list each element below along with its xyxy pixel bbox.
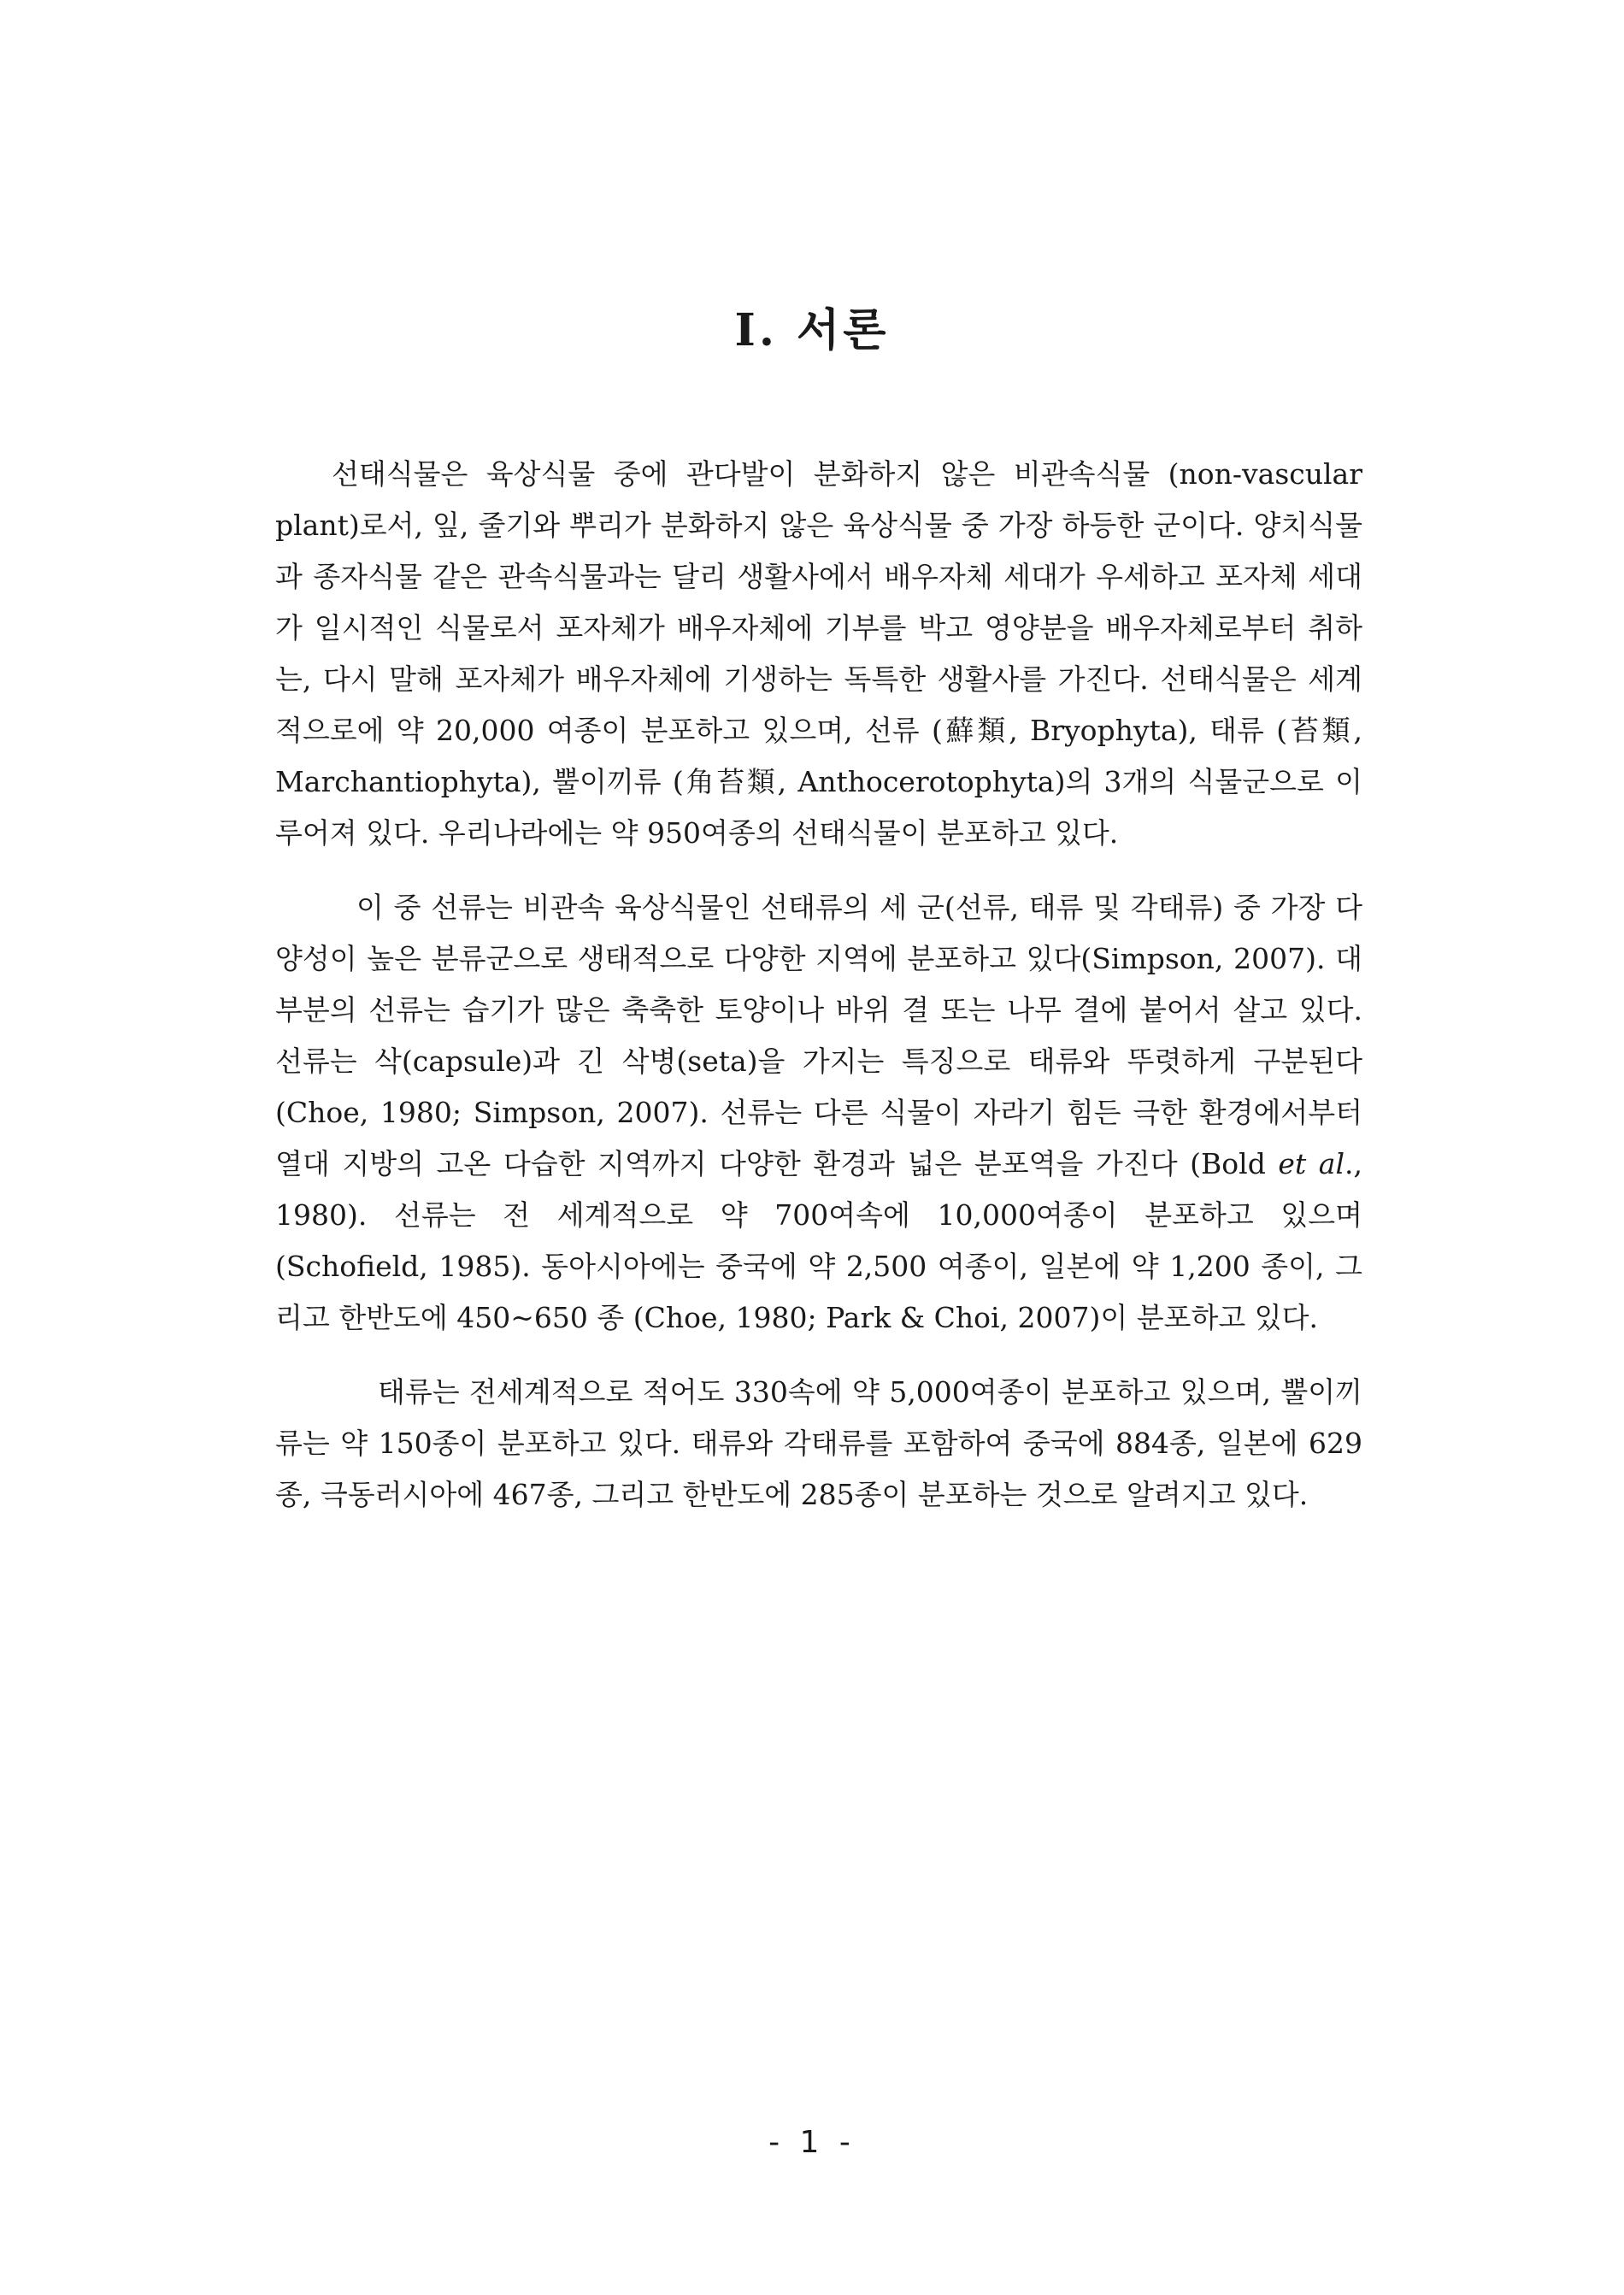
paragraph-introduction: 선태식물은 육상식물 중에 관다발이 분화하지 않은 비관속식물 (non-vascular plant)로서, 잎, 줄기와 뿌리가 분화하지 않은 육상식물 중 가장 하등한 군이다. 양치식물과 종자식물 같은 관속식물과는 달리 생활사에서 배우자체 세대가 우세하고 포자체 세대가 일시적인 식물로서 포자체가 배우자체에 기부를 박고 영양분을 배우자체로부터 취하는, 다시 말해 포자체가 배우자체에 기생하는 독특한 생활사를 가진다. 선태식물은 세계적으로에 약 20,000 여종이 분포하고 있으며, 선류 (蘚類, Bryophyta), 태류 (苔類, Marchantiophyta), 뿔이끼류 (角苔類, Anthocerotophyta)의 3개의 식물군으로 이루어져 있다. 우리나라에는 약 950여종의 선태식물이 분포하고 있다. (275, 457, 1362, 850)
body-text (275, 449, 1362, 1544)
paragraph-liverworts: 태류는 전세계적으로 적어도 330속에 약 5,000여종이 분포하고 있으며, 뿔이끼류는 약 150종이 분포하고 있다. 태류와 각태류를 포함하여 중국에 884종, 일본에 629종, 극동러시아에 467종, 그리고 한반도에 285종이 분포하는 것으로 알려지고 있다. (275, 1375, 1362, 1511)
citation-et-al: et al (1278, 1147, 1345, 1180)
paragraph-mosses-text-start: 이 중 선류는 비관속 육상식물인 선태류의 세 군(선류, 태류 및 각태류) 중 가장 다양성이 높은 분류군으로 생태적으로 다양한 지역에 분포하고 있다(Simpson, 2007). 대부분의 선류는 습기가 많은 축축한 토양이나 바위 결 또는 나무 결에 붙어서 살고 있다. 선류는 삭(capsule)과 긴 삭병(seta)을 가지는 특징으로 태류와 뚜렷하게 구분된다(Choe, 1980; Simpson, 2007). 선류는 다른 식물이 자라기 힘든 극한 환경에서부터 열대 지방의 고온 다습한 지역까지 다양한 환경과 넓은 분포역을 가진다 (Bold (275, 891, 1362, 1180)
page-title: Ⅰ. 서론 (734, 303, 890, 356)
page-number: - 1 - (768, 2125, 856, 2160)
paragraph-mosses-text-end: ., 1980). 선류는 전 세계적으로 약 700여속에 10,000여종이 분포하고 있으며(Schofield, 1985). 동아시아에는 중국에 약 2,500 여종이, 일본에 약 1,200 종이, 그리고 한반도에 450~650 종 (Choe, 1980; Park & Choi, 2007)이 분포하고 있다. (275, 1147, 1362, 1334)
paragraph-mosses (275, 882, 1362, 1344)
